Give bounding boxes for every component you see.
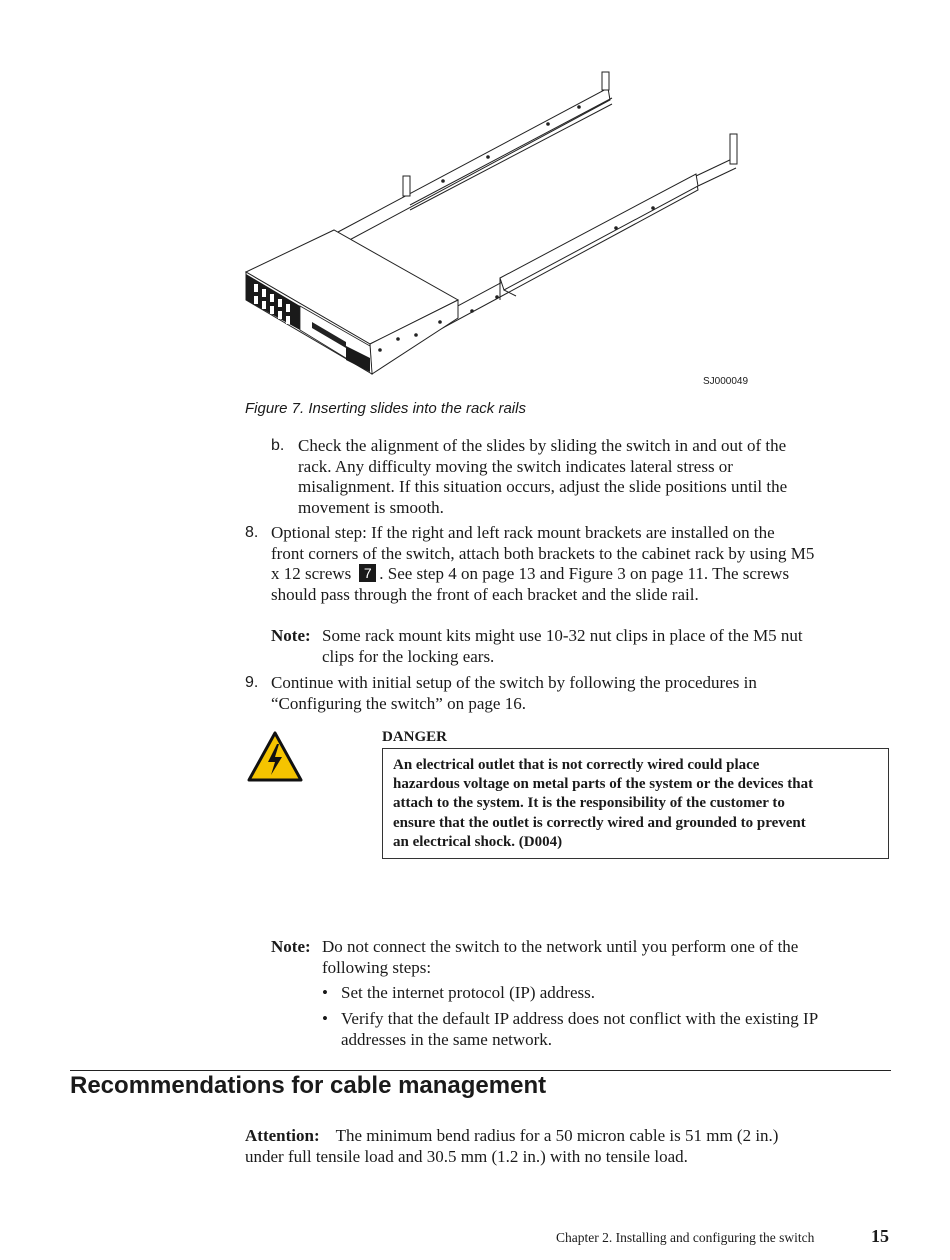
section-heading: Recommendations for cable management — [70, 1072, 547, 1099]
step-8-line: Optional step: If the right and left rack mount brackets are installed on the — [271, 523, 775, 542]
figure-id-label: SJ000049 — [703, 376, 749, 387]
danger-statement-box — [382, 748, 889, 859]
note-line: clips for the locking ears. — [322, 646, 495, 666]
step-8-line: should pass through the front of each bracket and the slide rail. — [271, 584, 699, 604]
step-8-marker: 8. — [245, 524, 259, 541]
note-label: Note: — [271, 626, 311, 645]
step-8-line3-start: x 12 screws — [271, 564, 352, 583]
bullet-line: addresses in the same network. — [341, 1029, 553, 1049]
page-number: 15 — [871, 1226, 889, 1246]
step-9-marker: 9. — [245, 674, 259, 691]
callout-number-badge: 7 — [359, 564, 376, 582]
figure-caption: Figure 7. Inserting slides into the rack rails — [245, 400, 526, 417]
step-9-line: Continue with initial setup of the switch by following the procedures in — [271, 673, 757, 692]
note-line: Do not connect the switch to the network until you perform one of the — [322, 937, 799, 956]
attention-text: The minimum bend radius for a 50 micron cable is 51 mm (2 in.) — [335, 1126, 779, 1145]
step-b-line: Check the alignment of the slides by sliding the switch in and out of the — [298, 436, 787, 455]
step-b-marker: b. — [271, 437, 285, 454]
danger-line: hazardous voltage on metal parts of the system or the devices that — [393, 776, 814, 793]
bullet-item — [322, 1009, 818, 1050]
step-b-line: movement is smooth. — [298, 497, 444, 517]
attention-paragraph — [245, 1126, 778, 1167]
step-8-line3-end: . See step 4 on page 13 and Figure 3 on page 11. The screws — [379, 564, 790, 583]
step-b-line: rack. Any difficulty moving the switch indicates lateral stress or — [298, 456, 733, 476]
danger-line: ensure that the outlet is correctly wired and grounded to prevent — [393, 814, 806, 831]
danger-line: An electrical outlet that is not correctly wired could place — [393, 757, 760, 773]
electrical-hazard-icon — [246, 730, 304, 784]
bullet-dot: • — [322, 983, 328, 1002]
bullet-item — [322, 983, 595, 1004]
step-8-line: front corners of the switch, attach both brackets to the cabinet rack by using M5 — [271, 543, 815, 563]
section-divider — [70, 1070, 891, 1071]
attention-line: under full tensile load and 30.5 mm (1.2 in.) with no tensile load. — [245, 1146, 688, 1166]
footer-chapter-title: Chapter 2. Installing and configuring the switch — [556, 1230, 815, 1245]
step-8-text — [271, 523, 814, 605]
step-8-line — [271, 564, 814, 585]
danger-line: attach to the system. It is the responsibility of the customer to — [393, 795, 785, 812]
attention-label: Attention: — [245, 1126, 320, 1145]
bullet-line: Verify that the default IP address does not conflict with the existing IP — [341, 1009, 819, 1028]
note-text — [322, 937, 798, 978]
danger-title: DANGER — [382, 729, 448, 745]
note-line: following steps: — [322, 957, 432, 977]
rack-slide-illustration — [240, 65, 760, 395]
bullet-dot: • — [322, 1009, 328, 1028]
note-label: Note: — [271, 937, 311, 956]
note-text — [322, 626, 803, 667]
step-9-text — [271, 673, 757, 714]
step-b-text — [298, 436, 787, 518]
step-b-line: misalignment. If this situation occurs, adjust the slide positions until the — [298, 477, 788, 496]
note-line: Some rack mount kits might use 10-32 nut clips in place of the M5 nut — [322, 626, 803, 645]
danger-line: an electrical shock. (D004) — [393, 833, 563, 850]
attention-line — [245, 1126, 778, 1147]
step-9-line: “Configuring the switch” on page 16. — [271, 693, 526, 713]
bullet-line: Set the internet protocol (IP) address. — [341, 983, 595, 1002]
